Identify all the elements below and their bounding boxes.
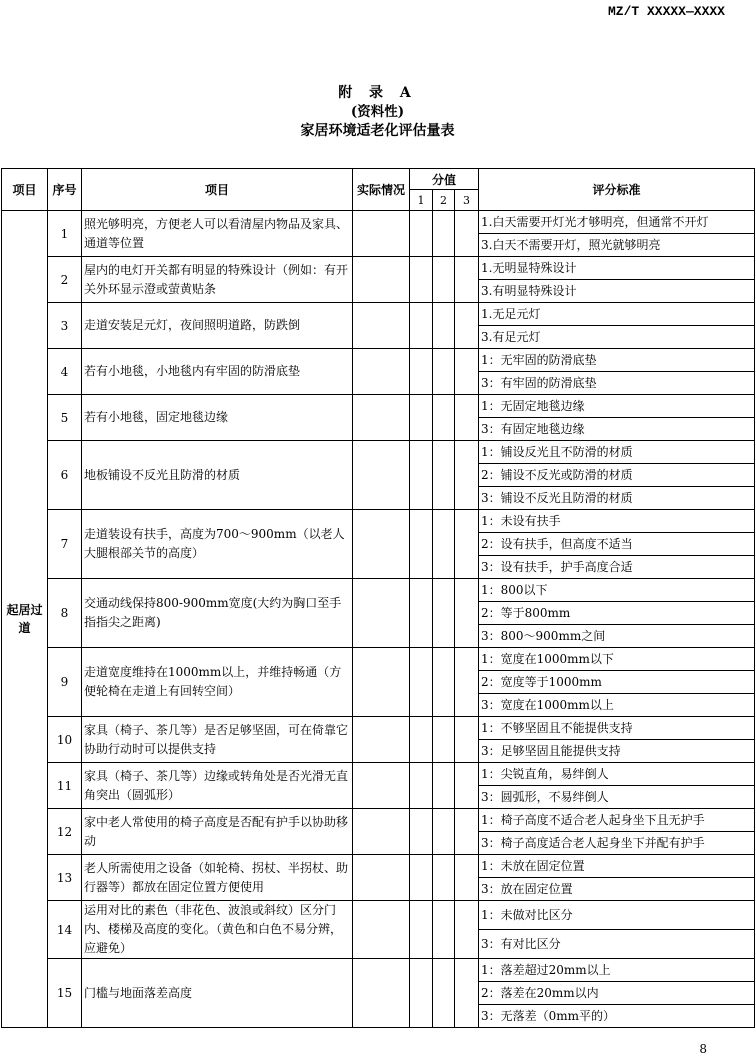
criteria-item: 3：宽度在1000mm以上 [479,694,755,717]
actual-cell[interactable] [353,303,410,349]
header-score: 分值 [410,169,479,190]
row-item: 若有小地毯，固定地毯边缘 [82,395,353,441]
row-seq: 1 [48,211,82,257]
actual-cell[interactable] [353,257,410,303]
table-row [2,959,755,982]
criteria-item: 1：落差超过20mm以上 [479,959,755,982]
criteria-item: 3：铺设不反光且防滑的材质 [479,487,755,510]
table-row [2,579,755,602]
score-cell-2[interactable] [433,648,455,717]
actual-cell[interactable] [353,510,410,579]
actual-cell[interactable] [353,441,410,510]
table-row [2,855,755,878]
row-item: 地板铺设不反光且防滑的材质 [82,441,353,510]
criteria-item: 1：椅子高度不适合老人起身坐下且无护手 [479,809,755,832]
document-code: MZ/T XXXXX—XXXX [607,4,725,19]
row-item: 家具（椅子、茶几等）是否足够坚固，可在倚靠它协助行动时可以提供支持 [82,717,353,763]
criteria-item: 3：有固定地毯边缘 [479,418,755,441]
actual-cell[interactable] [353,579,410,648]
score-cell-2[interactable] [433,901,455,959]
score-cell-1[interactable] [410,901,433,959]
row-seq: 5 [48,395,82,441]
category-cell: 起居过道 [2,211,48,1028]
criteria-item: 2：设有扶手，但高度不适当 [479,533,755,556]
row-seq: 2 [48,257,82,303]
score-cell-1[interactable] [410,211,433,257]
criteria-item: 2：等于800mm [479,602,755,625]
score-cell-1[interactable] [410,763,433,809]
criteria-item: 1：未做对比区分 [479,901,755,930]
criteria-item: 2：落差在20mm以内 [479,982,755,1005]
criteria-item: 3.有明显特殊设计 [479,280,755,303]
score-cell-3[interactable] [455,349,479,395]
row-seq: 6 [48,441,82,510]
score-cell-2[interactable] [433,510,455,579]
row-seq: 7 [48,510,82,579]
score-cell-2[interactable] [433,579,455,648]
table-row [2,763,755,786]
assessment-table-container [1,168,755,1028]
table-row [2,441,755,464]
row-item: 屋内的电灯开关都有明显的特殊设计（例如：有开关外环显示澄或萤黄贴条 [82,257,353,303]
row-seq: 10 [48,717,82,763]
score-cell-1[interactable] [410,717,433,763]
score-cell-3[interactable] [455,648,479,717]
criteria-item: 3：放在固定位置 [479,878,755,901]
score-cell-1[interactable] [410,579,433,648]
actual-cell[interactable] [353,959,410,1028]
row-seq: 12 [48,809,82,855]
criteria-item: 1：宽度在1000mm以下 [479,648,755,671]
criteria-item: 3：椅子高度适合老人起身坐下并配有护手 [479,832,755,855]
actual-cell[interactable] [353,648,410,717]
score-cell-1[interactable] [410,648,433,717]
criteria-item: 3：设有扶手，护手高度合适 [479,556,755,579]
table-row [2,809,755,832]
score-cell-2[interactable] [433,303,455,349]
table-title: 家居环境适老化评估量表 [300,123,455,139]
header-criteria: 评分标准 [479,169,755,211]
score-cell-3[interactable] [455,211,479,257]
score-cell-1[interactable] [410,809,433,855]
criteria-item: 1：无牢固的防滑底垫 [479,349,755,372]
table-row [2,303,755,326]
criteria-item: 3：800～900mm之间 [479,625,755,648]
header-item: 项目 [82,169,353,211]
table-row [2,211,755,234]
row-item: 走道宽度维持在1000mm以上，并维持畅通（方便轮椅在走道上有回转空间） [82,648,353,717]
score-cell-2[interactable] [433,809,455,855]
score-cell-1[interactable] [410,395,433,441]
page-number: 8 [699,1042,707,1056]
score-cell-2[interactable] [433,395,455,441]
criteria-item: 2：宽度等于1000mm [479,671,755,694]
actual-cell[interactable] [353,395,410,441]
table-row [2,717,755,740]
score-cell-3[interactable] [455,809,479,855]
score-cell-3[interactable] [455,959,479,1028]
criteria-item: 2：铺设不反光或防滑的材质 [479,464,755,487]
score-cell-3[interactable] [455,901,479,959]
table-row [2,395,755,418]
score-cell-1[interactable] [410,349,433,395]
score-cell-1[interactable] [410,959,433,1028]
criteria-item: 3：有牢固的防滑底垫 [479,372,755,395]
table-row [2,901,755,930]
actual-cell[interactable] [353,855,410,901]
score-cell-2[interactable] [433,257,455,303]
row-item: 运用对比的素色（非花色、波浪或斜纹）区分门内、楼梯及高度的变化。（黄色和白色不易分辨，应避免） [82,901,353,959]
row-item: 家具（椅子、茶几等）边缘或转角处是否光滑无直角突出（圆弧形） [82,763,353,809]
table-body [2,211,755,1028]
row-seq: 11 [48,763,82,809]
row-seq: 3 [48,303,82,349]
criteria-item: 1.无明显特殊设计 [479,257,755,280]
score-cell-2[interactable] [433,763,455,809]
score-cell-3[interactable] [455,441,479,510]
criteria-item: 1：800以下 [479,579,755,602]
score-cell-1[interactable] [410,510,433,579]
actual-cell[interactable] [353,901,410,959]
score-cell-3[interactable] [455,303,479,349]
row-seq: 14 [48,901,82,959]
table-row [2,510,755,533]
criteria-item: 3.白天不需要开灯，照光就够明亮 [479,234,755,257]
row-item: 若有小地毯，小地毯内有牢固的防滑底垫 [82,349,353,395]
row-item: 走道安装足元灯，夜间照明道路，防跌倒 [82,303,353,349]
header-seq: 序号 [48,169,82,211]
row-item: 老人所需使用之设备（如轮椅、拐杖、半拐杖、助行器等）都放在固定位置方便使用 [82,855,353,901]
criteria-item: 3：有对比区分 [479,930,755,959]
score-cell-1[interactable] [410,303,433,349]
actual-cell[interactable] [353,809,410,855]
row-item: 家中老人常使用的椅子高度是否配有护手以协助移动 [82,809,353,855]
score-cell-1[interactable] [410,257,433,303]
criteria-item: 1：铺设反光且不防滑的材质 [479,441,755,464]
row-seq: 4 [48,349,82,395]
row-item: 交通动线保持800-900mm宽度(大约为胸口至手指指尖之距离) [82,579,353,648]
header-score-3: 3 [455,190,479,211]
score-cell-3[interactable] [455,855,479,901]
header-score-2: 2 [433,190,455,211]
criteria-item: 1：未放在固定位置 [479,855,755,878]
criteria-item: 3：圆弧形，不易绊倒人 [479,786,755,809]
criteria-item: 3：足够坚固且能提供支持 [479,740,755,763]
actual-cell[interactable] [353,211,410,257]
score-cell-3[interactable] [455,763,479,809]
criteria-item: 1.白天需要开灯光才够明亮，但通常不开灯 [479,211,755,234]
row-seq: 13 [48,855,82,901]
score-cell-2[interactable] [433,441,455,510]
actual-cell[interactable] [353,763,410,809]
score-cell-3[interactable] [455,579,479,648]
row-seq: 8 [48,579,82,648]
criteria-item: 3.有足元灯 [479,326,755,349]
score-cell-2[interactable] [433,211,455,257]
header-category: 项目 [2,169,48,211]
table-row [2,257,755,280]
score-cell-2[interactable] [433,717,455,763]
score-cell-2[interactable] [433,959,455,1028]
score-cell-1[interactable] [410,441,433,510]
row-item: 照光够明亮，方便老人可以看清屋内物品及家具、通道等位置 [82,211,353,257]
score-cell-3[interactable] [455,717,479,763]
assessment-table [1,168,755,1028]
header-score-1: 1 [410,190,433,211]
header-actual: 实际情况 [353,169,410,211]
criteria-item: 1：未设有扶手 [479,510,755,533]
appendix-note: (资料性) [350,104,405,120]
table-row [2,349,755,372]
row-seq: 9 [48,648,82,717]
score-cell-3[interactable] [455,395,479,441]
row-item: 走道装设有扶手，高度为700～900mm（以老人大腿根部关节的高度） [82,510,353,579]
criteria-item: 3：无落差（0mm平的） [479,1005,755,1028]
criteria-item: 1：不够坚固且不能提供支持 [479,717,755,740]
score-cell-1[interactable] [410,855,433,901]
row-item: 门槛与地面落差高度 [82,959,353,1028]
actual-cell[interactable] [353,717,410,763]
score-cell-3[interactable] [455,257,479,303]
row-seq: 15 [48,959,82,1028]
table-row [2,648,755,671]
criteria-item: 1：无固定地毯边缘 [479,395,755,418]
criteria-item: 1：尖锐直角，易绊倒人 [479,763,755,786]
actual-cell[interactable] [353,349,410,395]
score-cell-3[interactable] [455,510,479,579]
score-cell-2[interactable] [433,855,455,901]
score-cell-2[interactable] [433,349,455,395]
appendix-title: 附 录 A [338,85,417,101]
criteria-item: 1.无足元灯 [479,303,755,326]
